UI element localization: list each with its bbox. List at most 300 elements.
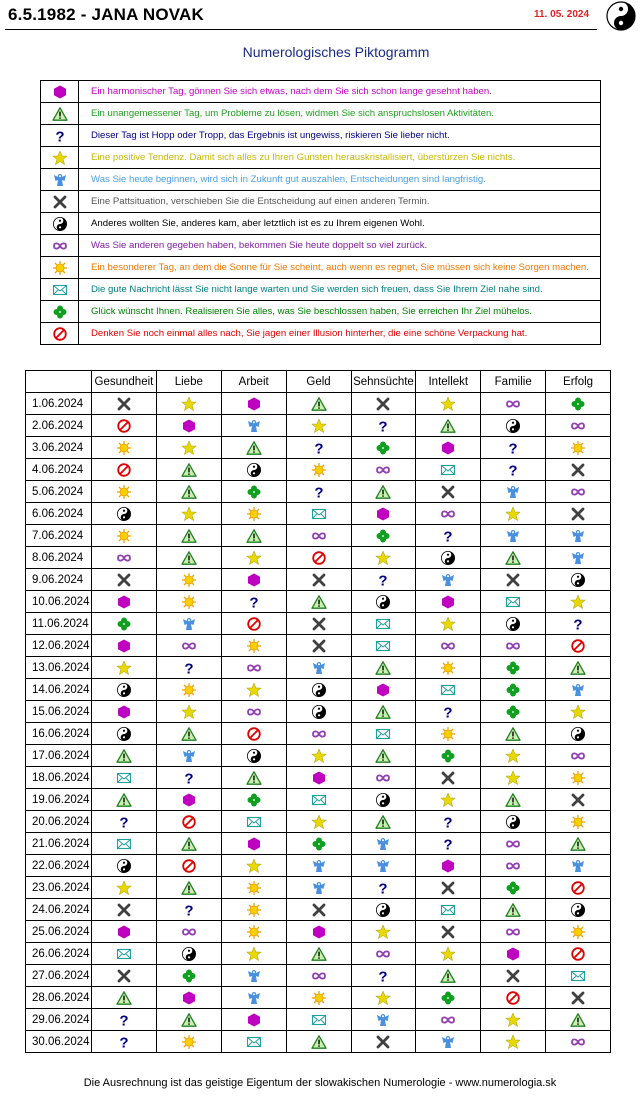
legend-text: Die gute Nachricht lässt Sie nicht lange warten und Sie werden sich freuen, dass Sie Ihrem Ziel nahe sind. <box>79 279 601 301</box>
warning-icon <box>286 591 351 613</box>
yinyang-icon <box>416 547 481 569</box>
sun-icon <box>546 921 611 943</box>
row-date: 2.06.2024 <box>26 415 92 437</box>
table-row <box>26 459 611 481</box>
table-row <box>26 547 611 569</box>
warning-icon <box>546 1009 611 1031</box>
cross-icon <box>481 965 546 987</box>
star-icon <box>481 503 546 525</box>
table-row <box>26 613 611 635</box>
sun-icon <box>416 657 481 679</box>
warning-icon <box>221 525 286 547</box>
angel-icon <box>351 1009 416 1031</box>
angel-icon <box>351 833 416 855</box>
forbidden-icon <box>221 613 286 635</box>
question-icon <box>351 965 416 987</box>
envelope-icon <box>92 767 157 789</box>
star-icon <box>481 1031 546 1053</box>
sun-icon <box>156 591 221 613</box>
envelope-icon <box>221 811 286 833</box>
question-icon <box>351 415 416 437</box>
hexagon-icon <box>416 855 481 877</box>
row-date: 13.06.2024 <box>26 657 92 679</box>
row-date: 14.06.2024 <box>26 679 92 701</box>
svg-text:?: ? <box>443 528 453 544</box>
table-row <box>26 899 611 921</box>
svg-text:?: ? <box>119 814 129 830</box>
hexagon-icon <box>221 393 286 415</box>
hexagon-icon <box>481 943 546 965</box>
angel-icon <box>416 1031 481 1053</box>
svg-text:?: ? <box>119 1012 129 1028</box>
cross-icon <box>41 191 79 213</box>
cross-icon <box>351 393 416 415</box>
warning-icon <box>156 481 221 503</box>
table-row <box>26 569 611 591</box>
forbidden-icon <box>481 987 546 1009</box>
warning-icon <box>351 657 416 679</box>
star-icon <box>221 547 286 569</box>
star-icon <box>156 701 221 723</box>
hexagon-icon <box>156 415 221 437</box>
legend-row <box>41 147 601 169</box>
hexagon-icon <box>351 679 416 701</box>
table-row <box>26 1009 611 1031</box>
forbidden-icon <box>286 547 351 569</box>
row-date: 8.06.2024 <box>26 547 92 569</box>
angel-icon <box>156 613 221 635</box>
yinyang-icon <box>92 503 157 525</box>
row-date: 3.06.2024 <box>26 437 92 459</box>
column-header: Erfolg <box>546 371 611 393</box>
table-row <box>26 657 611 679</box>
question-icon <box>351 569 416 591</box>
hexagon-icon <box>286 921 351 943</box>
clover-icon <box>221 789 286 811</box>
row-date: 5.06.2024 <box>26 481 92 503</box>
svg-text:?: ? <box>184 660 194 676</box>
star-icon <box>351 987 416 1009</box>
cross-icon <box>546 987 611 1009</box>
column-header: Gesundheit <box>92 371 157 393</box>
hexagon-icon <box>416 591 481 613</box>
yinyang-icon <box>546 899 611 921</box>
forbidden-icon <box>546 877 611 899</box>
row-date: 11.06.2024 <box>26 613 92 635</box>
client-name: 6.5.1982 - JANA NOVAK <box>8 5 204 24</box>
cross-icon <box>546 459 611 481</box>
hexagon-icon <box>221 1009 286 1031</box>
infinity-icon <box>286 723 351 745</box>
cross-icon <box>546 789 611 811</box>
table-row <box>26 701 611 723</box>
envelope-icon <box>92 833 157 855</box>
question-icon <box>92 1031 157 1053</box>
legend-text: Was Sie anderen gegeben haben, bekommen Sie heute doppelt so viel zurück. <box>79 235 601 257</box>
table-row <box>26 393 611 415</box>
sun-icon <box>546 437 611 459</box>
infinity-icon <box>481 833 546 855</box>
envelope-icon <box>481 591 546 613</box>
warning-icon <box>351 701 416 723</box>
question-icon <box>351 877 416 899</box>
infinity-icon <box>221 657 286 679</box>
table-row <box>26 1031 611 1053</box>
forbidden-icon <box>546 635 611 657</box>
sun-icon <box>286 459 351 481</box>
sun-icon <box>221 899 286 921</box>
star-icon <box>416 943 481 965</box>
legend-text: Was Sie heute beginnen, wird sich in Zukunft gut auszahlen, Entscheidungen sind langfristig. <box>79 169 601 191</box>
star-icon <box>286 415 351 437</box>
yinyang-icon <box>156 943 221 965</box>
hexagon-icon <box>92 701 157 723</box>
legend-table <box>40 80 601 345</box>
row-date: 23.06.2024 <box>26 877 92 899</box>
clover-icon <box>351 525 416 547</box>
angel-icon <box>221 987 286 1009</box>
angel-icon <box>546 679 611 701</box>
table-row <box>26 481 611 503</box>
row-date: 1.06.2024 <box>26 393 92 415</box>
yinyang-icon <box>92 679 157 701</box>
row-date: 18.06.2024 <box>26 767 92 789</box>
warning-icon <box>481 723 546 745</box>
hexagon-icon <box>156 987 221 1009</box>
table-row <box>26 855 611 877</box>
yinyang-icon <box>41 213 79 235</box>
infinity-icon <box>546 481 611 503</box>
table-row <box>26 943 611 965</box>
envelope-icon <box>221 1031 286 1053</box>
star-icon <box>416 789 481 811</box>
clover-icon <box>221 481 286 503</box>
yinyang-icon <box>481 613 546 635</box>
infinity-icon <box>481 921 546 943</box>
question-icon <box>416 833 481 855</box>
clover-icon <box>351 437 416 459</box>
hexagon-icon <box>156 789 221 811</box>
sun-icon <box>92 481 157 503</box>
envelope-icon <box>416 459 481 481</box>
legend-row <box>41 213 601 235</box>
envelope-icon <box>286 503 351 525</box>
angel-icon <box>286 877 351 899</box>
legend-row <box>41 81 601 103</box>
star-icon <box>221 943 286 965</box>
warning-icon <box>351 745 416 767</box>
hexagon-icon <box>92 591 157 613</box>
row-date: 22.06.2024 <box>26 855 92 877</box>
angel-icon <box>481 525 546 547</box>
clover-icon <box>286 833 351 855</box>
star-icon <box>546 701 611 723</box>
clover-icon <box>156 965 221 987</box>
legend-text: Eine positive Tendenz. Damit sich alles zu Ihren Gunsten herauskristallisiert, überstürzen Sie nichts. <box>79 147 601 169</box>
row-date: 26.06.2024 <box>26 943 92 965</box>
table-row <box>26 591 611 613</box>
question-icon <box>286 437 351 459</box>
yinyang-icon <box>481 811 546 833</box>
clover-icon <box>416 745 481 767</box>
svg-text:?: ? <box>573 616 583 632</box>
question-icon <box>92 811 157 833</box>
warning-icon <box>92 789 157 811</box>
table-row <box>26 503 611 525</box>
warning-icon <box>351 811 416 833</box>
warning-icon <box>416 415 481 437</box>
svg-text:?: ? <box>249 594 259 610</box>
sun-icon <box>92 437 157 459</box>
row-date: 21.06.2024 <box>26 833 92 855</box>
sun-icon <box>221 503 286 525</box>
infinity-icon <box>156 921 221 943</box>
yinyang-icon <box>92 723 157 745</box>
sun-icon <box>286 987 351 1009</box>
row-date: 27.06.2024 <box>26 965 92 987</box>
question-icon <box>92 1009 157 1031</box>
sun-icon <box>221 921 286 943</box>
cross-icon <box>351 1031 416 1053</box>
hexagon-icon <box>221 833 286 855</box>
sun-icon <box>416 723 481 745</box>
legend-text: Ein unangemessener Tag, um Probleme zu lösen, widmen Sie sich anspruchslosen Aktivitäten. <box>79 103 601 125</box>
forbidden-icon <box>92 415 157 437</box>
row-date: 12.06.2024 <box>26 635 92 657</box>
warning-icon <box>92 987 157 1009</box>
svg-text:?: ? <box>378 418 389 434</box>
envelope-icon <box>286 1009 351 1031</box>
legend-row <box>41 279 601 301</box>
angel-icon <box>481 481 546 503</box>
svg-text:?: ? <box>443 704 453 720</box>
forbidden-icon <box>156 855 221 877</box>
warning-icon <box>286 1031 351 1053</box>
svg-text:?: ? <box>508 462 518 478</box>
infinity-icon <box>546 745 611 767</box>
page-header <box>0 0 640 30</box>
legend-row <box>41 235 601 257</box>
hexagon-icon <box>41 81 79 103</box>
question-icon <box>481 459 546 481</box>
warning-icon <box>156 723 221 745</box>
angel-icon <box>286 855 351 877</box>
yinyang-icon <box>286 679 351 701</box>
envelope-icon <box>286 789 351 811</box>
star-icon <box>221 855 286 877</box>
legend-text: Ein besonderer Tag, an dem die Sonne für Sie scheint, auch wenn es regnet, Sie müssen sich keine Sorgen machen. <box>79 257 601 279</box>
warning-icon <box>286 943 351 965</box>
warning-icon <box>546 657 611 679</box>
table-row <box>26 437 611 459</box>
table-row <box>26 723 611 745</box>
star-icon <box>92 877 157 899</box>
warning-icon <box>481 789 546 811</box>
column-header: Geld <box>286 371 351 393</box>
warning-icon <box>416 965 481 987</box>
svg-text:?: ? <box>378 572 389 588</box>
star-icon <box>156 503 221 525</box>
yinyang-icon <box>92 855 157 877</box>
warning-icon <box>156 525 221 547</box>
cross-icon <box>92 393 157 415</box>
legend-text: Eine Pattsituation, verschieben Sie die Entscheidung auf einen anderen Termin. <box>79 191 601 213</box>
infinity-icon <box>41 235 79 257</box>
svg-text:?: ? <box>443 836 453 852</box>
warning-icon <box>481 547 546 569</box>
infinity-icon <box>481 855 546 877</box>
star-icon <box>416 393 481 415</box>
question-icon <box>416 701 481 723</box>
yinyang-icon <box>351 899 416 921</box>
table-row <box>26 965 611 987</box>
sun-icon <box>546 811 611 833</box>
angel-icon <box>286 657 351 679</box>
clover-icon <box>481 679 546 701</box>
cross-icon <box>286 569 351 591</box>
angel-icon <box>546 547 611 569</box>
envelope-icon <box>416 899 481 921</box>
star-icon <box>351 921 416 943</box>
cross-icon <box>546 503 611 525</box>
star-icon <box>481 767 546 789</box>
cross-icon <box>286 635 351 657</box>
cross-icon <box>92 965 157 987</box>
sun-icon <box>546 767 611 789</box>
angel-icon <box>546 525 611 547</box>
row-date: 9.06.2024 <box>26 569 92 591</box>
cross-icon <box>92 569 157 591</box>
sun-icon <box>156 569 221 591</box>
infinity-icon <box>546 1031 611 1053</box>
svg-text:?: ? <box>378 880 389 896</box>
infinity-icon <box>351 943 416 965</box>
yinyang-icon <box>351 591 416 613</box>
forbidden-icon <box>41 323 79 345</box>
infinity-icon <box>546 415 611 437</box>
star-icon <box>546 591 611 613</box>
cross-icon <box>92 899 157 921</box>
clover-icon <box>481 877 546 899</box>
question-icon <box>156 899 221 921</box>
infinity-icon <box>221 701 286 723</box>
star-icon <box>221 679 286 701</box>
question-icon <box>416 811 481 833</box>
cross-icon <box>286 613 351 635</box>
column-header: Arbeit <box>221 371 286 393</box>
yinyang-icon <box>221 459 286 481</box>
angel-icon <box>41 169 79 191</box>
warning-icon <box>156 459 221 481</box>
hexagon-icon <box>351 503 416 525</box>
yinyang-logo-icon <box>606 1 636 31</box>
warning-icon <box>221 767 286 789</box>
question-icon <box>221 591 286 613</box>
cross-icon <box>286 899 351 921</box>
warning-icon <box>156 1009 221 1031</box>
forbidden-icon <box>546 943 611 965</box>
legend-row <box>41 191 601 213</box>
legend-text: Glück wünscht Ihnen. Realisieren Sie alles, was Sie beschlossen haben, Sie erreichen Ihr Ziel mühelos. <box>79 301 601 323</box>
envelope-icon <box>41 279 79 301</box>
envelope-icon <box>351 635 416 657</box>
yinyang-icon <box>481 415 546 437</box>
yinyang-icon <box>546 569 611 591</box>
cross-icon <box>416 481 481 503</box>
warning-icon <box>41 103 79 125</box>
sun-icon <box>156 1031 221 1053</box>
infinity-icon <box>481 393 546 415</box>
star-icon <box>156 437 221 459</box>
legend-row <box>41 301 601 323</box>
legend-row <box>41 125 601 147</box>
infinity-icon <box>92 547 157 569</box>
warning-icon <box>221 437 286 459</box>
angel-icon <box>221 965 286 987</box>
yinyang-icon <box>546 723 611 745</box>
clover-icon <box>92 613 157 635</box>
angel-icon <box>351 855 416 877</box>
warning-icon <box>351 481 416 503</box>
yinyang-icon <box>221 745 286 767</box>
infinity-icon <box>286 965 351 987</box>
star-icon <box>286 811 351 833</box>
cross-icon <box>481 569 546 591</box>
forbidden-icon <box>156 811 221 833</box>
hexagon-icon <box>286 767 351 789</box>
warning-icon <box>156 833 221 855</box>
row-date: 30.06.2024 <box>26 1031 92 1053</box>
question-icon <box>416 525 481 547</box>
table-row <box>26 767 611 789</box>
warning-icon <box>156 547 221 569</box>
row-date: 7.06.2024 <box>26 525 92 547</box>
forbidden-icon <box>221 723 286 745</box>
angel-icon <box>416 569 481 591</box>
forbidden-icon <box>92 459 157 481</box>
row-date: 24.06.2024 <box>26 899 92 921</box>
warning-icon <box>92 745 157 767</box>
legend-row <box>41 169 601 191</box>
table-row <box>26 811 611 833</box>
table-row <box>26 921 611 943</box>
report-date: 11. 05. 2024 <box>534 9 590 20</box>
infinity-icon <box>351 459 416 481</box>
question-icon <box>156 767 221 789</box>
sun-icon <box>41 257 79 279</box>
question-icon <box>41 125 79 147</box>
svg-text:?: ? <box>54 128 65 144</box>
date-column-header <box>26 371 92 393</box>
envelope-icon <box>416 679 481 701</box>
legend-text: Anderes wollten Sie, anderes kam, aber letztlich ist es zu Ihrem eigenen Wohl. <box>79 213 601 235</box>
svg-text:?: ? <box>184 770 194 786</box>
infinity-icon <box>416 503 481 525</box>
question-icon <box>156 657 221 679</box>
angel-icon <box>156 745 221 767</box>
svg-text:?: ? <box>443 814 453 830</box>
star-icon <box>351 547 416 569</box>
warning-icon <box>481 899 546 921</box>
row-date: 17.06.2024 <box>26 745 92 767</box>
question-icon <box>481 437 546 459</box>
table-row <box>26 789 611 811</box>
table-row <box>26 833 611 855</box>
envelope-icon <box>351 723 416 745</box>
table-row <box>26 635 611 657</box>
table-row <box>26 415 611 437</box>
sun-icon <box>92 525 157 547</box>
